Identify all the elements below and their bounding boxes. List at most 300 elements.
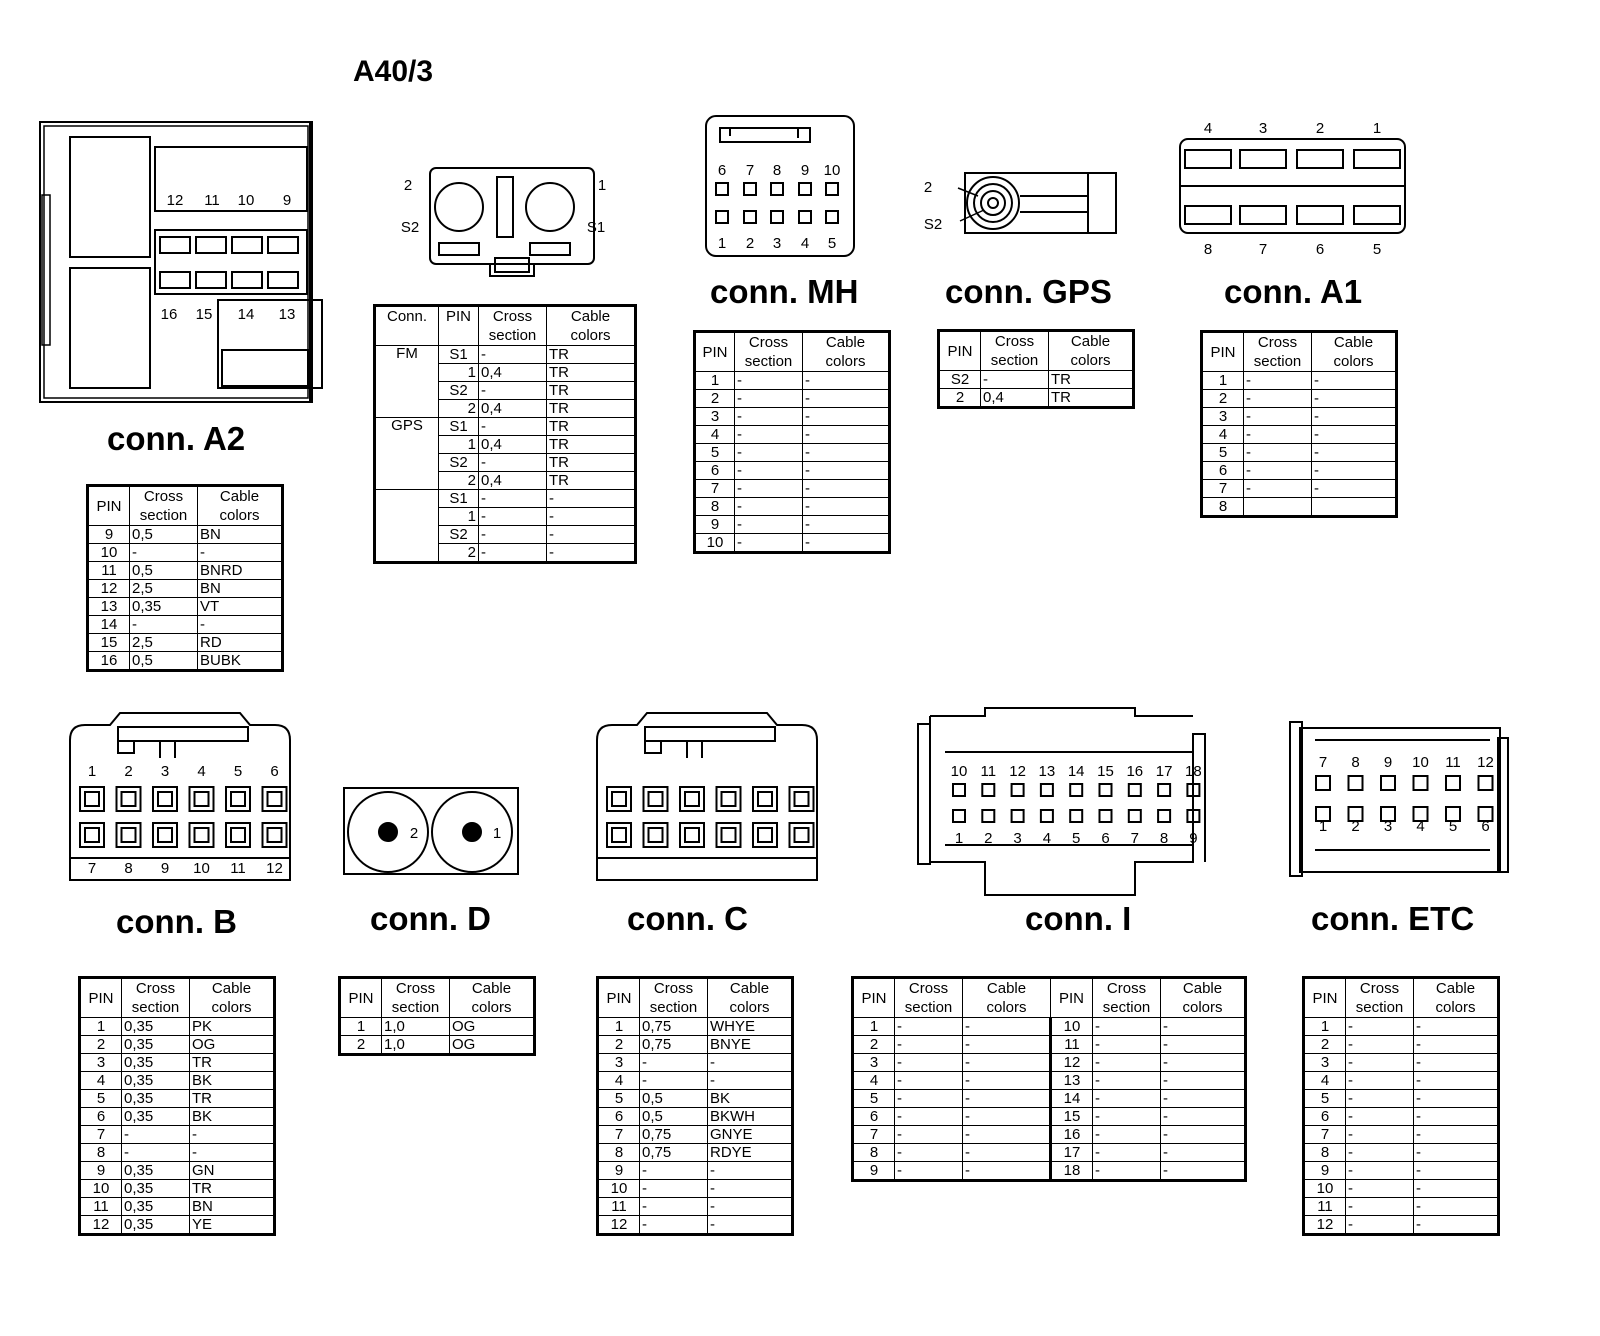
header-cross-section: Cross section xyxy=(382,978,450,1018)
pin-cell xyxy=(771,183,783,195)
pin-cell: 6 xyxy=(1202,462,1244,480)
a1-pin-labels xyxy=(1204,120,1381,258)
conn-d-table xyxy=(338,976,536,1056)
pin-cell xyxy=(226,823,250,847)
table-row xyxy=(80,1126,275,1144)
header-cable-colors: Cable colors xyxy=(963,978,1051,1018)
pin-cell xyxy=(158,828,172,842)
pin-label: 10 xyxy=(1412,754,1429,771)
pin-label: 6 xyxy=(270,763,279,780)
conn-c-title: conn. C xyxy=(627,900,748,937)
pin-cell xyxy=(982,810,994,822)
table-row xyxy=(1202,498,1397,517)
cable-color-cell: - xyxy=(1414,1090,1499,1108)
pin-cell: 2 xyxy=(80,1036,122,1054)
table-row xyxy=(939,389,1134,408)
pin-cell xyxy=(263,787,287,811)
pin-label: 13 xyxy=(278,306,296,323)
header-cross-section: Cross section xyxy=(735,332,803,372)
a2-pin-labels-bottom xyxy=(161,306,296,323)
cable-color-cell: - xyxy=(1414,1216,1499,1235)
cable-color-cell: TR xyxy=(190,1054,275,1072)
pin-label: 6 xyxy=(717,162,727,179)
pin-cell: 11 xyxy=(1051,1036,1093,1054)
header-pin: PIN xyxy=(939,331,981,371)
cable-color-cell: TR xyxy=(1049,389,1134,408)
header-pin: PIN xyxy=(80,978,122,1018)
pin-label: 3 xyxy=(772,235,782,252)
pin-cell xyxy=(263,823,287,847)
cross-section-cell: - xyxy=(1346,1198,1414,1216)
table-row xyxy=(80,1162,275,1180)
pin-cell xyxy=(1185,150,1231,168)
pin-label: 5 xyxy=(1072,830,1081,847)
pin-cell xyxy=(717,787,741,811)
d-pin-labels xyxy=(410,825,501,842)
pin-label: 9 xyxy=(160,860,170,877)
cross-section-cell: - xyxy=(735,372,803,390)
pin-cell xyxy=(716,211,728,223)
pin-cell: 10 xyxy=(598,1180,640,1198)
cross-section-cell: 1,0 xyxy=(382,1036,450,1055)
table-row xyxy=(88,562,283,580)
conn-a2-drawing xyxy=(40,122,322,402)
cross-section-cell: 0,75 xyxy=(640,1144,708,1162)
cable-color-cell: BK xyxy=(708,1090,793,1108)
etc-pin-cells xyxy=(1316,776,1493,821)
cross-section-cell: 0,4 xyxy=(479,364,547,382)
cross-section-cell: - xyxy=(1346,1144,1414,1162)
pin-cell: 3 xyxy=(695,408,735,426)
cable-color-cell: - xyxy=(803,516,890,534)
pin-cell: 2 xyxy=(340,1036,382,1055)
cable-color-cell: BN xyxy=(198,580,283,598)
i-pin-cells xyxy=(953,784,1199,822)
table-row xyxy=(598,1162,793,1180)
cable-color-cell: - xyxy=(803,444,890,462)
cross-section-cell: - xyxy=(735,444,803,462)
cross-section-cell: 0,35 xyxy=(122,1036,190,1054)
cross-section-cell: - xyxy=(1346,1180,1414,1198)
pin-cell xyxy=(1158,810,1170,822)
cross-section-cell: - xyxy=(895,1144,963,1162)
pin-cell: 8 xyxy=(1304,1144,1346,1162)
cable-color-cell: TR xyxy=(547,400,636,418)
cable-color-cell: - xyxy=(803,372,890,390)
conn-group-cell: GPS xyxy=(375,418,439,490)
cross-section-cell: - xyxy=(1093,1072,1161,1090)
table-row xyxy=(598,1180,793,1198)
pin-cell: 10 xyxy=(695,534,735,553)
pin-cell: 4 xyxy=(1304,1072,1346,1090)
cable-color-cell: - xyxy=(1414,1162,1499,1180)
cable-color-cell: BKWH xyxy=(708,1108,793,1126)
cable-color-cell: - xyxy=(708,1054,793,1072)
pin-label: 1 xyxy=(492,825,502,842)
pin-cell: 7 xyxy=(853,1126,895,1144)
pin-cell: 6 xyxy=(1304,1108,1346,1126)
table-row xyxy=(598,1072,793,1090)
pin-cell: S2 xyxy=(439,454,479,472)
pin-label: 11 xyxy=(1445,754,1461,771)
conn-gps-drawing xyxy=(958,173,1116,233)
b-pin-labels xyxy=(88,763,283,877)
table-row xyxy=(598,1036,793,1054)
pin-label: 7 xyxy=(87,860,97,877)
header-cable-colors: Cable colors xyxy=(1414,978,1499,1018)
pin-label: 2 xyxy=(1351,818,1360,835)
pin-cell xyxy=(153,787,177,811)
cable-color-cell: - xyxy=(1414,1108,1499,1126)
cable-color-cell: - xyxy=(963,1126,1051,1144)
table-row xyxy=(695,426,890,444)
pin-label: 12 xyxy=(166,192,184,209)
cable-color-cell: - xyxy=(708,1216,793,1235)
cable-color-cell: - xyxy=(963,1108,1051,1126)
cross-section-cell: - xyxy=(640,1180,708,1198)
cross-section-cell: 0,5 xyxy=(640,1108,708,1126)
table-row xyxy=(1202,444,1397,462)
cross-section-cell: 0,35 xyxy=(122,1198,190,1216)
pin-cell xyxy=(644,787,668,811)
cable-color-cell: TR xyxy=(547,382,636,400)
cable-color-cell: TR xyxy=(190,1180,275,1198)
pin-cell: 5 xyxy=(1202,444,1244,462)
cross-section-cell: - xyxy=(122,1126,190,1144)
table-row xyxy=(375,418,636,436)
cross-section-cell: 0,4 xyxy=(479,472,547,490)
cross-section-cell xyxy=(1244,498,1312,517)
pin-cell xyxy=(80,787,104,811)
conn-mh-table xyxy=(693,330,891,554)
pin-cell: 2 xyxy=(939,389,981,408)
pin-cell xyxy=(80,823,104,847)
cross-section-cell: 0,5 xyxy=(130,652,198,671)
pin-cell xyxy=(1100,810,1112,822)
pin-cell: 7 xyxy=(598,1126,640,1144)
fm-pin-labels xyxy=(401,177,606,236)
pin-label: 1 xyxy=(597,177,607,194)
cable-color-cell: BK xyxy=(190,1108,275,1126)
cross-section-cell: - xyxy=(640,1162,708,1180)
pin-cell xyxy=(1240,150,1286,168)
conn-a1-title: conn. A1 xyxy=(1224,273,1363,310)
cable-color-cell: - xyxy=(963,1090,1051,1108)
pin-cell: 1 xyxy=(695,372,735,390)
cross-section-cell: - xyxy=(130,544,198,562)
conn-d-title: conn. D xyxy=(370,900,491,937)
pin-cell xyxy=(799,183,811,195)
pin-cell xyxy=(953,784,965,796)
cable-color-cell: TR xyxy=(547,364,636,382)
pin-cell: 1 xyxy=(439,364,479,382)
cable-color-cell: PK xyxy=(190,1018,275,1036)
table-row xyxy=(80,1036,275,1054)
table-row xyxy=(1304,1126,1499,1144)
table-row xyxy=(853,1090,1246,1108)
pin-cell xyxy=(607,823,631,847)
cable-color-cell: - xyxy=(803,462,890,480)
table-row xyxy=(598,1018,793,1036)
cable-color-cell: - xyxy=(547,508,636,526)
pin-label: 16 xyxy=(160,306,178,323)
table-row xyxy=(1304,1198,1499,1216)
cross-section-cell: - xyxy=(735,516,803,534)
pin-cell: 6 xyxy=(598,1108,640,1126)
pin-cell: S2 xyxy=(439,526,479,544)
pin-cell: 3 xyxy=(853,1054,895,1072)
pin-cell xyxy=(753,787,777,811)
cable-color-cell: - xyxy=(803,408,890,426)
pin-cell xyxy=(1129,810,1141,822)
conn-i-drawing xyxy=(918,708,1205,895)
table-row xyxy=(695,408,890,426)
pin-label: 4 xyxy=(1042,830,1052,847)
pin-cell: 3 xyxy=(1202,408,1244,426)
cable-color-cell: TR xyxy=(190,1090,275,1108)
cable-color-cell: TR xyxy=(547,436,636,454)
cross-section-cell: 2,5 xyxy=(130,580,198,598)
cable-color-cell: - xyxy=(1312,408,1397,426)
cross-section-cell: - xyxy=(895,1036,963,1054)
pin-label: S2 xyxy=(400,219,420,236)
cross-section-cell: - xyxy=(122,1144,190,1162)
cable-color-cell: OG xyxy=(450,1036,535,1055)
header-cable-colors-2: Cable colors xyxy=(1161,978,1246,1018)
cross-section-cell: 2,5 xyxy=(130,634,198,652)
header-cross-section: Cross section xyxy=(981,331,1049,371)
cross-section-cell: - xyxy=(1093,1108,1161,1126)
pin-cell: S2 xyxy=(439,382,479,400)
cross-section-cell: - xyxy=(1244,462,1312,480)
cable-color-cell: - xyxy=(708,1198,793,1216)
pin-label: 13 xyxy=(1038,763,1056,780)
pin-cell: 2 xyxy=(695,390,735,408)
conn-etc-table xyxy=(1302,976,1500,1236)
pin-label: 10 xyxy=(950,763,968,780)
cable-color-cell: - xyxy=(1161,1054,1246,1072)
header-pin: PIN xyxy=(598,978,640,1018)
table-row xyxy=(88,652,283,671)
pin-label: 14 xyxy=(237,306,255,323)
pin-cell: 2 xyxy=(439,472,479,490)
cable-color-cell: - xyxy=(1161,1126,1246,1144)
cross-section-cell: 0,5 xyxy=(130,526,198,544)
pin-cell xyxy=(1354,206,1400,224)
cross-section-cell: - xyxy=(1244,372,1312,390)
conn-i-title: conn. I xyxy=(1025,900,1132,937)
table-row xyxy=(80,1054,275,1072)
table-row xyxy=(853,1108,1246,1126)
pin-cell: 12 xyxy=(1051,1054,1093,1072)
pin-cell: 14 xyxy=(1051,1090,1093,1108)
cross-section-cell: - xyxy=(895,1018,963,1036)
cross-section-cell: 0,5 xyxy=(640,1090,708,1108)
cable-color-cell: - xyxy=(1161,1090,1246,1108)
pin-cell xyxy=(612,828,626,842)
table-row xyxy=(598,1198,793,1216)
cable-color-cell: - xyxy=(1312,480,1397,498)
pin-cell xyxy=(826,211,838,223)
header-cable-colors: Cable colors xyxy=(547,306,636,346)
pin-cell: 5 xyxy=(853,1090,895,1108)
pin-cell: 15 xyxy=(88,634,130,652)
pin-cell: 6 xyxy=(80,1108,122,1126)
cross-section-cell: 0,35 xyxy=(122,1090,190,1108)
pin-cell: 9 xyxy=(1304,1162,1346,1180)
pin-label: 9 xyxy=(1189,830,1198,847)
conn-a2-table xyxy=(86,484,284,672)
cable-color-cell: - xyxy=(1161,1036,1246,1054)
pin-label: 10 xyxy=(237,192,255,209)
cable-color-cell: BN xyxy=(198,526,283,544)
cable-color-cell: VT xyxy=(198,598,283,616)
header-pin: PIN xyxy=(695,332,735,372)
table-row xyxy=(1304,1036,1499,1054)
pin-label: 2 xyxy=(1315,120,1325,137)
pin-label: 2 xyxy=(409,825,419,842)
header-cross-section: Cross section xyxy=(479,306,547,346)
pin-cell xyxy=(1354,150,1400,168)
cross-section-cell: - xyxy=(895,1054,963,1072)
pin-cell: 7 xyxy=(1202,480,1244,498)
conn-a2-title: conn. A2 xyxy=(107,420,246,457)
pin-cell: 10 xyxy=(88,544,130,562)
cable-color-cell: RD xyxy=(198,634,283,652)
cable-color-cell: GN xyxy=(190,1162,275,1180)
pin-label: 8 xyxy=(124,860,133,877)
cross-section-cell: 0,35 xyxy=(122,1018,190,1036)
pin-cell: S1 xyxy=(439,490,479,508)
table-row xyxy=(1202,462,1397,480)
pin-cell xyxy=(1297,206,1343,224)
pin-cell: 12 xyxy=(1304,1216,1346,1235)
cross-section-cell: - xyxy=(1346,1108,1414,1126)
table-row xyxy=(853,1126,1246,1144)
table-row xyxy=(695,498,890,516)
header-cross-section: Cross section xyxy=(1244,332,1312,372)
cable-color-cell: BK xyxy=(190,1072,275,1090)
cross-section-cell: 0,35 xyxy=(122,1162,190,1180)
pin-cell: 12 xyxy=(88,580,130,598)
header-pin: PIN xyxy=(340,978,382,1018)
pin-label: 1 xyxy=(954,830,964,847)
pin-cell xyxy=(612,792,626,806)
cable-color-cell: - xyxy=(1161,1144,1246,1162)
pin-cell xyxy=(758,828,772,842)
table-row xyxy=(88,634,283,652)
pin-cell: S1 xyxy=(439,418,479,436)
pin-cell: 5 xyxy=(598,1090,640,1108)
pin-cell xyxy=(1041,810,1053,822)
table-row xyxy=(939,371,1134,389)
table-row xyxy=(598,1054,793,1072)
pin-label: 2 xyxy=(403,177,413,194)
pin-cell: 9 xyxy=(88,526,130,544)
pin-cell: 2 xyxy=(1202,390,1244,408)
table-row xyxy=(1304,1108,1499,1126)
conn-fm-drawing xyxy=(430,168,594,276)
pin-cell xyxy=(644,823,668,847)
pin-cell xyxy=(717,823,741,847)
cross-section-cell: - xyxy=(640,1216,708,1235)
pin-cell: 18 xyxy=(1051,1162,1093,1181)
pin-cell xyxy=(680,787,704,811)
pin-cell: 1 xyxy=(853,1018,895,1036)
pin-cell xyxy=(1012,810,1024,822)
cable-color-cell: WHYE xyxy=(708,1018,793,1036)
cable-color-cell: - xyxy=(1312,462,1397,480)
pin-cell xyxy=(1070,784,1082,796)
table-row xyxy=(340,1036,535,1055)
pin-cell: 12 xyxy=(80,1216,122,1235)
pin-label: 3 xyxy=(1258,120,1268,137)
header-pin: PIN xyxy=(88,486,130,526)
pin-cell xyxy=(195,828,209,842)
pin-cell: 8 xyxy=(695,498,735,516)
pin-cell: 11 xyxy=(598,1198,640,1216)
table-row xyxy=(80,1090,275,1108)
pin-cell xyxy=(649,792,663,806)
pin-cell: 13 xyxy=(1051,1072,1093,1090)
pin-cell: 4 xyxy=(853,1072,895,1090)
header-cable-colors: Cable colors xyxy=(198,486,283,526)
pin-cell: 1 xyxy=(439,508,479,526)
cable-color-cell: - xyxy=(1414,1036,1499,1054)
cable-color-cell: - xyxy=(963,1162,1051,1181)
pin-cell xyxy=(1297,150,1343,168)
cross-section-cell: 1,0 xyxy=(382,1018,450,1036)
table-row xyxy=(853,1072,1246,1090)
table-row xyxy=(853,1162,1246,1181)
pin-label: 6 xyxy=(1315,241,1325,258)
pin-cell xyxy=(758,792,772,806)
conn-etc-drawing xyxy=(1290,722,1508,876)
table-row xyxy=(695,534,890,553)
pin-cell: 1 xyxy=(80,1018,122,1036)
cable-color-cell: - xyxy=(963,1018,1051,1036)
pin-cell: 2 xyxy=(439,400,479,418)
pin-cell xyxy=(268,828,282,842)
cable-color-cell: - xyxy=(1414,1198,1499,1216)
table-row xyxy=(1304,1144,1499,1162)
table-row xyxy=(88,526,283,544)
table-row xyxy=(598,1144,793,1162)
pin-cell: 3 xyxy=(1304,1054,1346,1072)
pin-cell: 10 xyxy=(1051,1018,1093,1036)
cable-color-cell: BNRD xyxy=(198,562,283,580)
table-row xyxy=(598,1126,793,1144)
pin-label: 17 xyxy=(1155,763,1173,780)
pin-cell: 2 xyxy=(439,544,479,563)
cross-section-cell: 0,75 xyxy=(640,1018,708,1036)
pin-cell xyxy=(685,828,699,842)
table-row xyxy=(88,598,283,616)
pin-label: 15 xyxy=(195,306,213,323)
cross-section-cell: - xyxy=(735,534,803,553)
cross-section-cell: - xyxy=(640,1198,708,1216)
cross-section-cell: - xyxy=(895,1090,963,1108)
pin-label: 5 xyxy=(1448,818,1458,835)
pin-cell xyxy=(795,792,809,806)
cross-section-cell: - xyxy=(895,1126,963,1144)
pin-cell xyxy=(122,792,136,806)
pin-cell: 1 xyxy=(1202,372,1244,390)
table-row xyxy=(695,516,890,534)
pin-label: 11 xyxy=(980,763,997,780)
cable-color-cell: - xyxy=(963,1054,1051,1072)
pin-cell: 2 xyxy=(598,1036,640,1054)
